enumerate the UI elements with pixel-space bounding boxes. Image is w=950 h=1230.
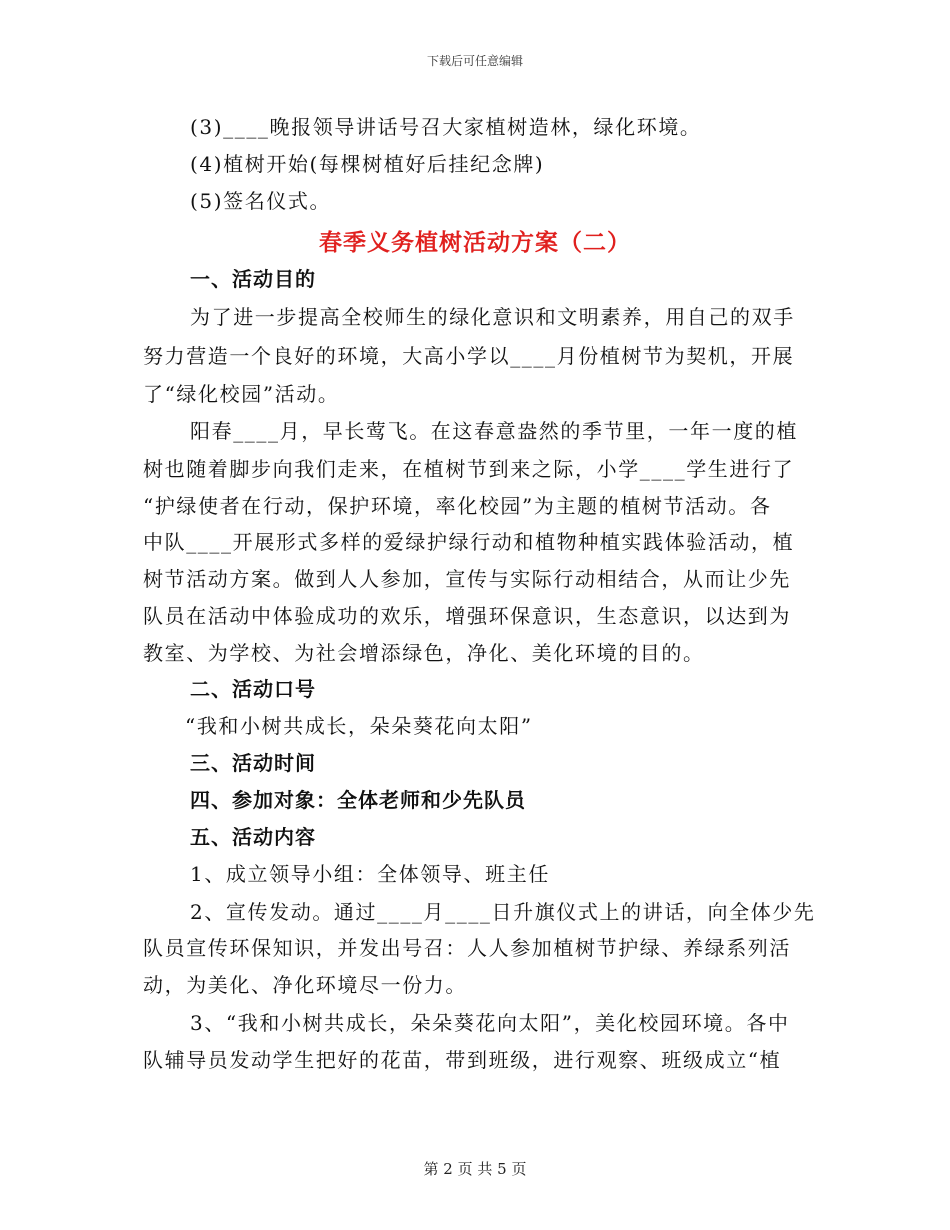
- paragraph-line: 动，为美化、净化环境尽一份力。: [143, 973, 467, 997]
- page-header: 下载后可任意编辑: [426, 54, 523, 68]
- paragraph-line: 3、“我和小树共成长，朵朵葵花向太阳”，美化校园环境。各中: [190, 1011, 790, 1035]
- paragraph-line: 队辅导员发动学生把好的花苗，带到班级，进行观察、班级成立“植: [143, 1048, 782, 1072]
- paragraph-line: 为了进一步提高全校师生的绿化意识和文明素养，用自己的双手: [190, 305, 795, 329]
- page-footer: 第 2 页 共 5 页: [423, 1160, 527, 1178]
- paragraph-line: 2、宣传发动。通过____月____日升旗仪式上的讲话，向全体少先: [190, 900, 816, 924]
- paragraph-line: 教室、为学校、为社会增添绿色，净化、美化环境的目的。: [143, 641, 705, 665]
- paragraph-line: “护绿使者在行动，保护环境，率化校园”为主题的植树节活动。各: [143, 494, 772, 518]
- paragraph-line: 树节活动方案。做到人人参加，宣传与实际行动相结合，从而让少先: [143, 567, 791, 591]
- heading: 二、活动口号: [190, 677, 316, 701]
- section-title: 春季义务植树活动方案（二）: [319, 230, 631, 256]
- list-item: (4)植树开始(每棵树植好后挂纪念牌): [190, 152, 545, 176]
- list-item: (3)____晚报领导讲话号召大家植树造林，绿化环境。: [190, 115, 702, 139]
- paragraph-line: 1、成立领导小组：全体领导、班主任: [190, 862, 550, 886]
- heading: 三、活动时间: [190, 751, 316, 775]
- paragraph-line: 了“绿化校园”活动。: [143, 382, 340, 406]
- paragraph-line: 努力营造一个良好的环境，大高小学以____月份植树节为契机，开展: [143, 344, 795, 368]
- paragraph-line: 中队____开展形式多样的爱绿护绿行动和植物种植实践体验活动，植: [143, 530, 795, 554]
- paragraph-line: 队员在活动中体验成功的欢乐，增强环保意识，生态意识，以达到为: [143, 604, 791, 628]
- heading: 一、活动目的: [190, 267, 316, 291]
- list-item: (5)签名仪式。: [190, 189, 332, 213]
- paragraph-line: 队员宣传环保知识，并发出号召：人人参加植树节护绿、养绿系列活: [143, 936, 791, 960]
- slogan: “我和小树共成长，朵朵葵花向太阳”: [185, 714, 533, 738]
- paragraph-line: 树也随着脚步向我们走来，在植树节到来之际，小学____学生进行了: [143, 457, 795, 481]
- heading: 四、参加对象：全体老师和少先队员: [190, 788, 526, 812]
- heading: 五、活动内容: [190, 825, 316, 849]
- paragraph-line: 阳春____月，早长莺飞。在这春意盎然的季节里，一年一度的植: [190, 419, 798, 443]
